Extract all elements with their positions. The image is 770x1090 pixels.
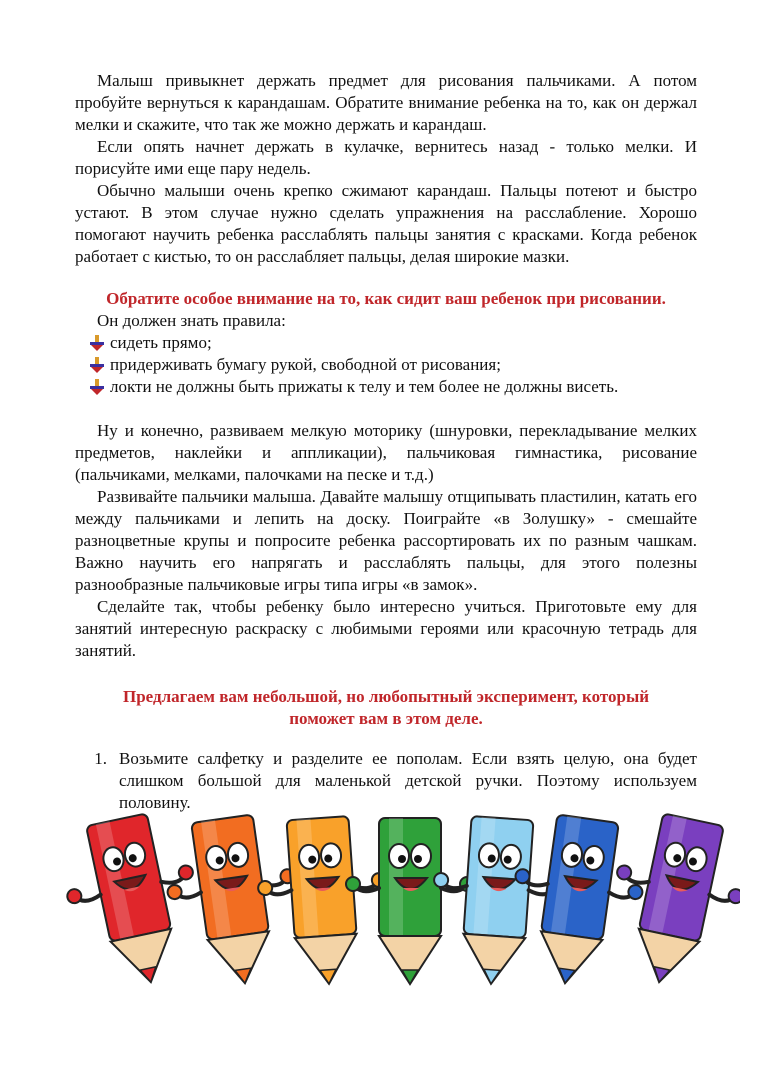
paragraph: Развивайте пальчики малыша. Давайте малышу отщипывать пластилин, катать его между пальчиками и лепить на доску. Поиграйте «в Золушку» - смешайте разноцветные крупы и попросите ребенка рассортировать их по разным чашкам. Важно научить его напрягать и расслаблять пальцы, для этого полезны разнообразные пальчиковые игры типа игры «в замок». [75, 487, 697, 594]
arrow-down-icon [89, 379, 105, 395]
step-number: 1. [94, 749, 107, 768]
document-body [75, 70, 697, 814]
pencils-illustration [30, 800, 740, 990]
pencil-character [346, 818, 474, 984]
arrow-down-icon [89, 335, 105, 351]
step-text: Возьмите салфетку и разделите ее пополам. Если взять целую, она будет слишком большой для маленькой детской ручки. Поэтому используем половину. [119, 749, 697, 812]
arrow-down-icon [89, 357, 105, 373]
list-item: локти не должны быть прижаты к телу и тем более не должны висеть. [89, 376, 697, 398]
paragraph: Ну и конечно, развиваем мелкую моторику (шнуровки, перекладывание мелких предметов, наклейки и аппликации), пальчиковая гимнастика, рисование (пальчиками, мелками, палочками на песке и т.д.) [75, 421, 697, 484]
pencil-character [158, 810, 308, 990]
paragraph: Обычно малыши очень крепко сжимают карандаш. Пальцы потеют и быстро устают. В этом случае нужно сделать упражнения на расслабление. Хорошо помогают научить ребенка расслаблять пальцы занятия с красками. Когда ребенок работает с кистью, то он расслабляет пальцы, делая широкие мазки. [75, 181, 697, 266]
experiment-heading: Предлагаем вам небольшой, но любопытный эксперимент, который [122, 687, 650, 706]
experiment-heading-line2: поможет вам в этом деле. [289, 709, 483, 728]
list-item: сидеть прямо; [89, 332, 697, 354]
paragraph: Сделайте так, чтобы ребенку было интересно учиться. Приготовьте ему для занятий интересную раскраску с любимыми героями или красочную тетрадь для занятий. [75, 597, 697, 660]
list-item: придерживать бумагу рукой, свободной от рисования; [89, 354, 697, 376]
section-heading: Обратите особое внимание на то, как сидит ваш ребенок при рисовании. [106, 289, 666, 308]
pencil-character [254, 814, 393, 989]
rules-list [75, 332, 697, 398]
rules-intro: Он должен знать правила: [97, 311, 286, 330]
paragraph: Малыш привыкнет держать предмет для рисования пальчиками. А потом пробуйте вернуться к карандашам. Обратите внимание ребенка на то, как он держал мелки и скажите, что так же можно держать и карандаш. [75, 71, 697, 134]
paragraph: Если опять начнет держать в кулачке, вернитесь назад - только мелки. И порисуйте ими еще пару недель. [75, 137, 697, 178]
